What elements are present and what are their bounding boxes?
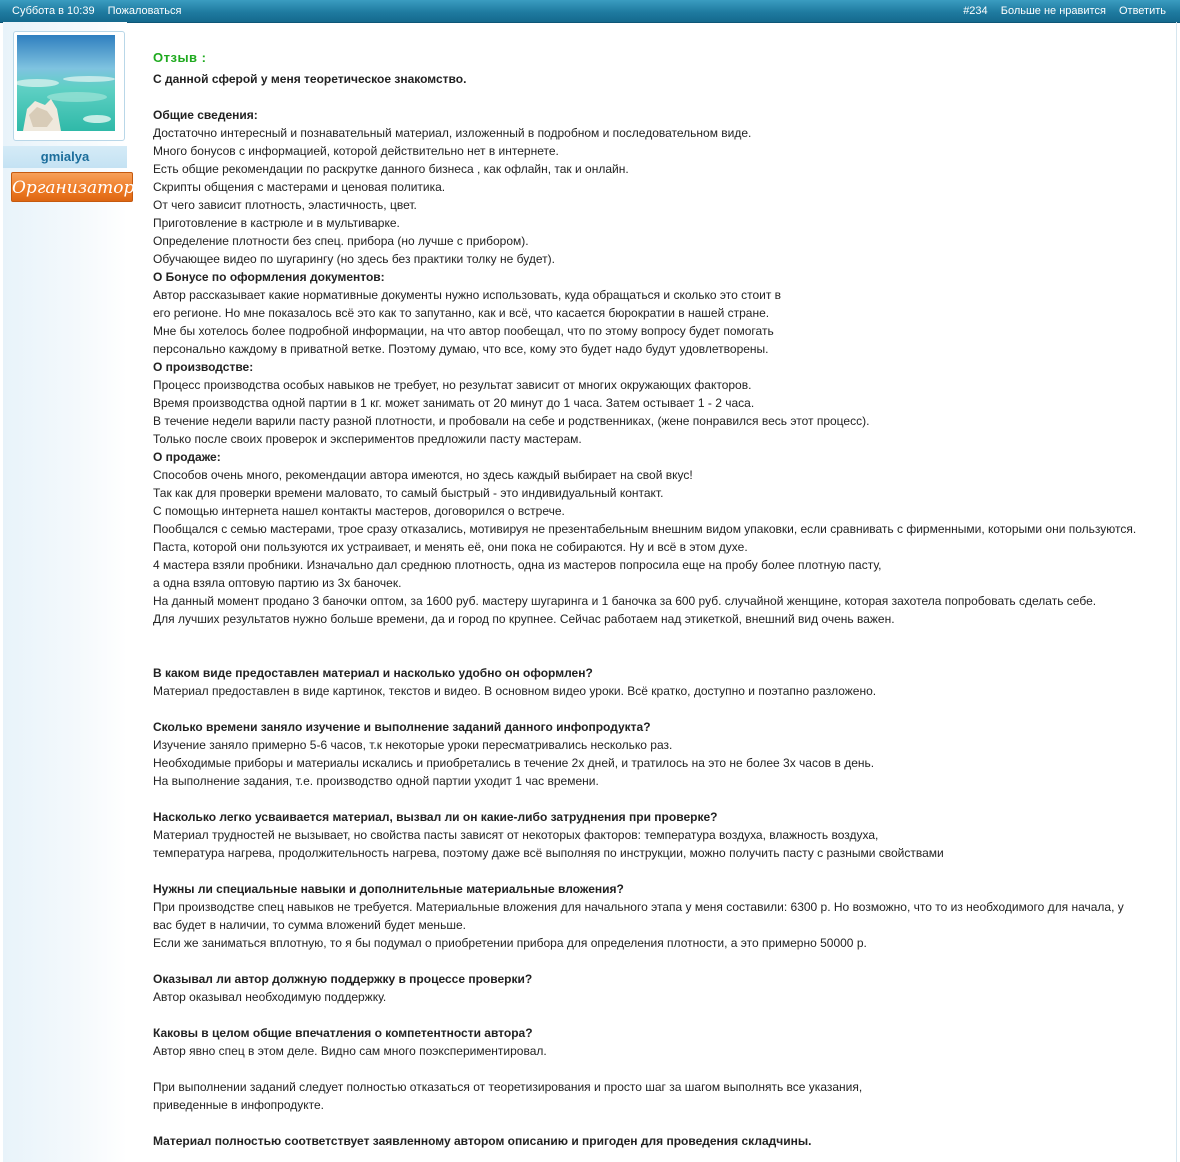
section-heading: О продаже: xyxy=(153,450,221,464)
text-line: Пообщался с семью мастерами, трое сразу отказались, мотивируя не презентабельным внешним видом упаковки, если сравнивать с фирменными, которыми они пользуются. Паста, которой они пользуются их устраивает, и менять её, они пока не собираются. Ну и всё в этом духе. xyxy=(153,522,1137,554)
question-heading: Сколько времени заняло изучение и выполнение заданий данного инфопродукта? xyxy=(153,720,651,734)
post-header-bar xyxy=(0,0,1180,23)
text-line: Способов очень много, рекомендации автора имеются, но здесь каждый выбирает на свой вкус! xyxy=(153,468,693,482)
reply-link[interactable]: Ответить xyxy=(1118,5,1166,17)
text-line: Для лучших результатов нужно больше времени, да и город по крупнее. Сейчас работаем над этикеткой, внешний вид очень важен. xyxy=(153,612,895,626)
review-intro: С данной сферой у меня теоретическое знакомство. xyxy=(153,72,467,86)
post-body xyxy=(153,50,1143,1150)
text-line: В течение недели варили пасту разной плотности, и пробовали на себе и родственниках, (жене понравился весь этот процесс). xyxy=(153,414,870,428)
text-line: персонально каждому в приватной ветке. Поэтому думаю, что все, кому это будет надо будут удовлетворены. xyxy=(153,342,769,356)
text-line: Материал предоставлен в виде картинок, текстов и видео. В основном видео уроки. Всё кратко, доступно и поэтапно разложено. xyxy=(153,684,877,698)
text-line: температура нагрева, продолжительность нагрева, поэтому даже всё выполняя по инструкции, можно получить пасту с разными свойствами xyxy=(153,846,944,860)
text-line: Материал трудностей не вызывает, но свойства пасты зависят от некоторых факторов: температура воздуха, влажность воздуха, xyxy=(153,828,879,842)
review-title: Отзыв : xyxy=(153,50,207,65)
question-heading: Каковы в целом общие впечатления о компетентности автора? xyxy=(153,1026,533,1040)
section-heading: Общие сведения: xyxy=(153,108,258,122)
role-badge: Организатор xyxy=(11,172,133,202)
question-heading: Оказывал ли автор должную поддержку в процессе проверки? xyxy=(153,972,533,986)
text-line: приведенные в инфопродукте. xyxy=(153,1098,325,1112)
post-divider xyxy=(1176,22,1177,1162)
question-heading: Нужны ли специальные навыки и дополнительные материальные вложения? xyxy=(153,882,624,896)
text-line: его регионе. Но мне показалось всё это как то запутанно, как и всё, что касается бюрократии в нашей стране. xyxy=(153,306,770,320)
text-line: а одна взяла оптовую партию из 3х баночек. xyxy=(153,576,402,590)
text-line: На выполнение задания, т.е. производство одной партии уходит 1 час времени. xyxy=(153,774,599,788)
post-number-link[interactable]: #234 xyxy=(963,5,988,17)
section-heading: О производстве: xyxy=(153,360,254,374)
text-line: При производстве спец навыков не требуется. Материальные вложения для начального этапа у меня составили: 6300 р. Но возможно, что то из необходимого для начала, у вас будет в наличии, то сумма вложений будет меньше. xyxy=(153,900,1124,932)
question-heading: В каком виде предоставлен материал и насколько удобно он оформлен? xyxy=(153,666,593,680)
text-line: Автор оказывал необходимую поддержку. xyxy=(153,990,387,1004)
text-line: Скрипты общения с мастерами и ценовая политика. xyxy=(153,180,446,194)
text-line: Автор рассказывает какие нормативные документы нужно использовать, куда обращаться и сколько это стоит в xyxy=(153,288,782,302)
avatar[interactable] xyxy=(13,31,125,141)
text-line: Достаточно интересный и познавательный материал, изложенный в подробном и последовательном виде. xyxy=(153,126,752,140)
text-line: Процесс производства особых навыков не требует, но результат зависит от многих окружающих факторов. xyxy=(153,378,752,392)
username[interactable]: gmialya xyxy=(3,146,127,168)
text-line: От чего зависит плотность, эластичность, цвет. xyxy=(153,198,417,212)
text-line: Необходимые приборы и материалы искались и приобретались в течение 2х дней, и тратилось на это не более 3х часов в день. xyxy=(153,756,875,770)
text-line: Только после своих проверок и экспериментов предложили пасту мастерам. xyxy=(153,432,582,446)
text-line: Автор явно спец в этом деле. Видно сам много поэкспериментировал. xyxy=(153,1044,547,1058)
question-heading: Насколько легко усваивается материал, вызвал ли он какие-либо затруднения при проверке? xyxy=(153,810,718,824)
conclusion: Материал полностью соответствует заявленному автором описанию и пригоден для проведения складчины. xyxy=(153,1134,812,1148)
text-line: Мне бы хотелось более подробной информации, на что автор пообещал, что по этому вопросу будет помогать xyxy=(153,324,774,338)
text-line: Если же заниматься вплотную, то я бы подумал о приобретении прибора для определения плотности, а это примерно 50000 р. xyxy=(153,936,867,950)
user-sidebar xyxy=(3,22,135,1162)
text-line: 4 мастера взяли пробники. Изначально дал среднюю плотность, одна из мастеров попросила еще на пробу более плотную пасту, xyxy=(153,558,882,572)
text-line: На данный момент продано 3 баночки оптом, за 1600 руб. мастеру шугаринга и 1 баночка за 600 руб. случайной женщине, которая захотела попробовать сделать себе. xyxy=(153,594,1097,608)
text-line: Приготовление в кастрюле и в мультиварке. xyxy=(153,216,400,230)
text-line: Определение плотности без спец. прибора (но лучше с прибором). xyxy=(153,234,529,248)
text-line: Время производства одной партии в 1 кг. может занимать от 20 минут до 1 часа. Затем остывает 1 - 2 часа. xyxy=(153,396,755,410)
text-line: Так как для проверки времени маловато, то самый быстрый - это индивидуальный контакт. xyxy=(153,486,664,500)
text-line: Обучающее видео по шугарингу (но здесь без практики толку не будет). xyxy=(153,252,555,266)
text-line: Изучение заняло примерно 5-6 часов, т.к некоторые уроки пересматривались несколько раз. xyxy=(153,738,673,752)
text-line: С помощью интернета нашел контакты мастеров, договорился о встрече. xyxy=(153,504,565,518)
report-link[interactable]: Пожаловаться xyxy=(107,5,182,17)
section-heading: О Бонусе по оформления документов: xyxy=(153,270,385,284)
text-line: Есть общие рекомендации по раскрутке данного бизнеса , как офлайн, так и онлайн. xyxy=(153,162,629,176)
unlike-link[interactable]: Больше не нравится xyxy=(1000,5,1106,17)
text-line: При выполнении заданий следует полностью отказаться от теоретизирования и просто шаг за шагом выполнять все указания, xyxy=(153,1080,863,1094)
avatar-image xyxy=(17,35,115,131)
text-line: Много бонусов с информацией, которой действительно нет в интернете. xyxy=(153,144,559,158)
post-datetime: Суббота в 10:39 xyxy=(12,5,95,17)
